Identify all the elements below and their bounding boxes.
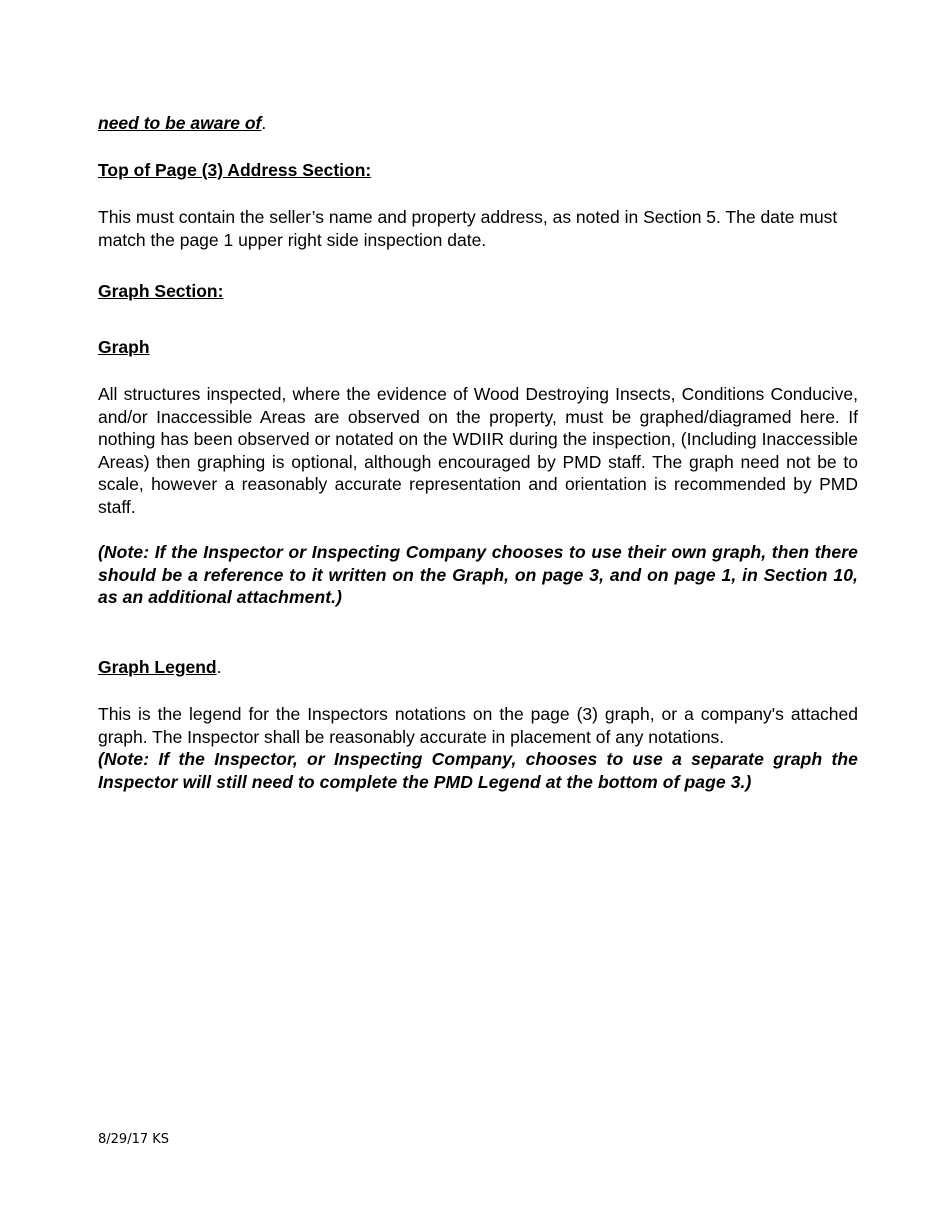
document-page xyxy=(98,112,858,793)
graph-text: All structures inspected, where the evidence of Wood Destroying Insects, Conditions Conducive, and/or Inaccessible Areas are observed on the property, must be graphed/diagramed here. If nothing has been observed or notated on the WDIIR during the inspection, (Including Inaccessible Areas) then graphing is optional, although encouraged by PMD staff. The graph need not be to scale, however a reasonably accurate representation and orientation is recommended by PMD staff. xyxy=(98,384,858,517)
graph-legend-body xyxy=(98,703,858,793)
graph-legend-note: (Note: If the Inspector, or Inspecting Company, chooses to use a separate graph the Inspector will still need to complete the PMD Legend at the bottom of page 3.) xyxy=(98,749,858,792)
intro-line xyxy=(98,112,858,135)
graph-note: (Note: If the Inspector or Inspecting Company chooses to use their own graph, then there should be a reference to it written on the Graph, on page 3, and on page 1, in Section 10, as an additional attachment.) xyxy=(98,542,858,607)
address-section-heading: Top of Page (3) Address Section: xyxy=(98,159,372,180)
graph-heading: Graph xyxy=(98,336,150,357)
intro-emphasis: need to be aware of xyxy=(98,113,262,133)
graph-legend-text: This is the legend for the Inspectors notations on the page (3) graph, or a company's attached graph. The Inspector shall be reasonably accurate in placement of any notations. xyxy=(98,704,858,747)
graph-legend-heading-line xyxy=(98,656,858,679)
graph-legend-heading-tail: . xyxy=(216,656,222,677)
page-footer: 8/29/17 KS xyxy=(98,1132,170,1147)
graph-section-heading: Graph Section: xyxy=(98,281,224,301)
address-section-text: This must contain the seller’s name and property address, as noted in Section 5. The date must match the page 1 upper right side inspection date. xyxy=(98,207,838,250)
intro-tail: . xyxy=(261,113,267,133)
graph-legend-heading: Graph Legend xyxy=(98,656,217,677)
